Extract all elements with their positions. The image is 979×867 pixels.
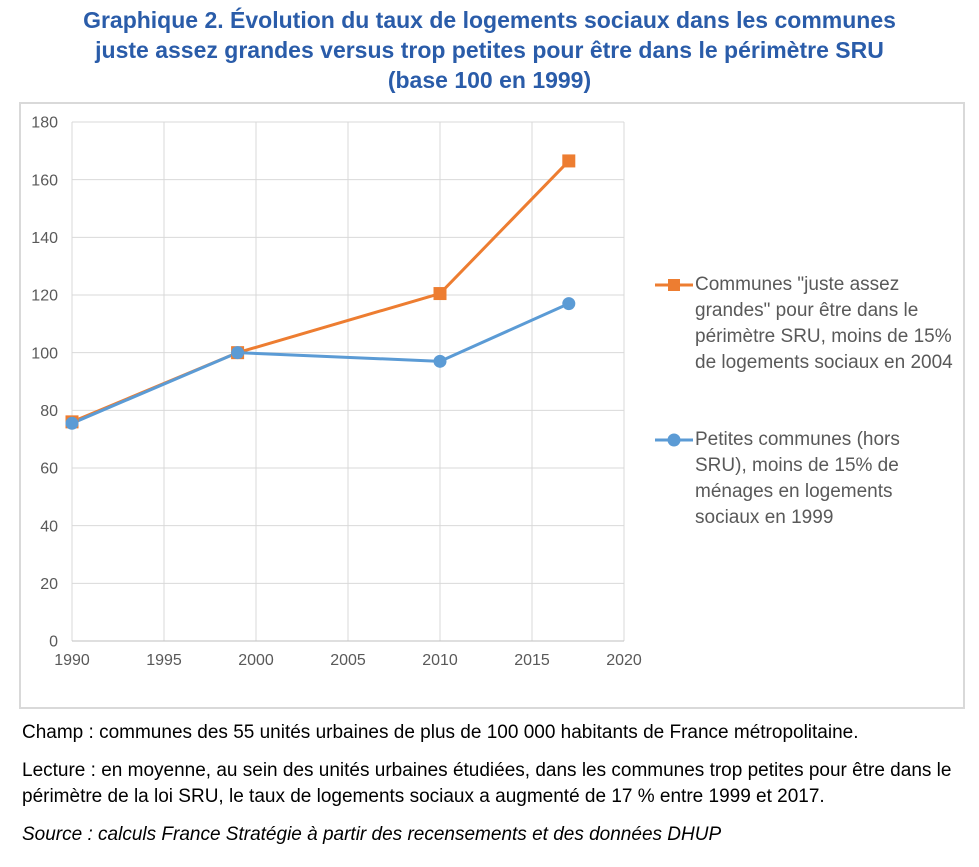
svg-text:2020: 2020 xyxy=(606,652,642,669)
svg-text:180: 180 xyxy=(31,114,58,132)
note-champ: Champ : communes des 55 unités urbaines de plus de 100 000 habitants de France métropolitaine. xyxy=(22,722,859,743)
legend-item-petites-communes xyxy=(655,427,955,531)
chart-title-line-1: Graphique 2. Évolution du taux de logements sociaux dans les communes xyxy=(83,7,896,33)
svg-text:2010: 2010 xyxy=(422,652,458,669)
line-chart-plot xyxy=(21,104,963,707)
chart-title-line-2: juste assez grandes versus trop petites pour être dans le périmètre SRU xyxy=(95,37,884,63)
svg-text:120: 120 xyxy=(31,287,58,305)
legend-square-marker-icon xyxy=(655,278,693,292)
svg-text:60: 60 xyxy=(40,460,58,478)
svg-text:100: 100 xyxy=(31,345,58,363)
legend-item-sru-communes xyxy=(655,272,955,376)
legend-circle-marker-icon xyxy=(655,433,693,447)
svg-text:0: 0 xyxy=(49,633,58,651)
legend-label-sru-communes: Communes "juste assez grandes" pour être dans le périmètre SRU, moins de 15% de logements sociaux en 2004 xyxy=(695,274,953,373)
svg-text:160: 160 xyxy=(31,172,58,190)
note-source: Source : calculs France Stratégie à partir des recensements et des données DHUP xyxy=(22,824,722,845)
legend-label-petites-communes: Petites communes (hors SRU), moins de 15% de ménages en logements sociaux en 1999 xyxy=(695,429,900,528)
svg-text:20: 20 xyxy=(40,575,58,593)
svg-text:1990: 1990 xyxy=(54,652,90,669)
note-lecture: Lecture : en moyenne, au sein des unités urbaines étudiées, dans les communes trop petites pour être dans le périmètre de la loi SRU, le taux de logements sociaux a augmenté de 17 % entre 1999 et 2017. xyxy=(22,760,952,807)
svg-text:1995: 1995 xyxy=(146,652,182,669)
figure-notes xyxy=(22,720,960,848)
chart-container xyxy=(19,102,965,709)
svg-text:2005: 2005 xyxy=(330,652,366,669)
svg-text:140: 140 xyxy=(31,229,58,247)
chart-title xyxy=(0,5,979,95)
chart-title-line-3: (base 100 en 1999) xyxy=(387,67,592,93)
svg-text:80: 80 xyxy=(40,402,58,420)
svg-text:2000: 2000 xyxy=(238,652,274,669)
svg-text:2015: 2015 xyxy=(514,652,550,669)
svg-text:40: 40 xyxy=(40,518,58,536)
